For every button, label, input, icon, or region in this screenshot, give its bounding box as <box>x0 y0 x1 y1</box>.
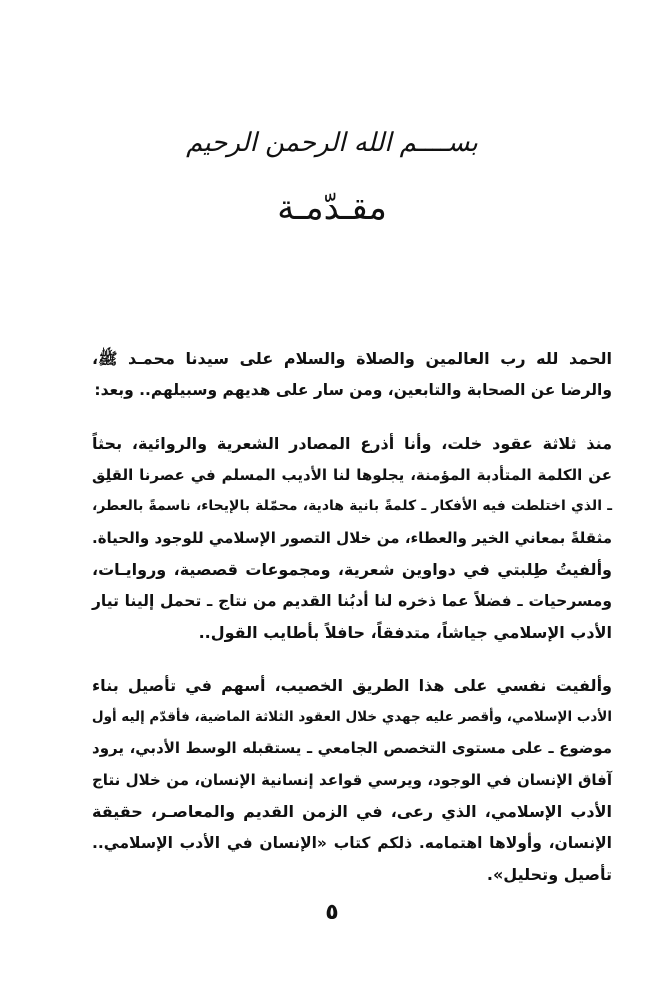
text-line: ـ الذي اختلطت فيه الأفكار ـ كلمةً بانية هادية، محمّلة بالإيحاء، ناسمةً بالعطر، <box>92 498 612 514</box>
text-line: ومسرحيات ـ فضلاً عما ذخره لنا أدبُنا القديم من نتاج ـ تحمل إلينا تيار <box>92 591 612 610</box>
text-line: وألفيتُ طِلبتي في دواوين شعرية، ومجموعات قصصية، وروايـات، <box>92 560 612 579</box>
paragraph-book <box>92 670 612 891</box>
text-line: آفاق الإنسان في الوجود، ويرسي قواعد إنسانية الإنسان، من خلال نتاج <box>92 770 612 789</box>
text-line: الأدب الإسلامي، وأقصر عليه جهدي خلال العقود الثلاثة الماضية، فأقدّم إليه أول <box>91 708 612 725</box>
text-line: الأدب الإسلامي، الذي رعى، في الزمن القديم والمعاصـر، حقيقة <box>92 802 612 821</box>
text-line: الحمد لله رب العالمين والصلاة والسلام على سيدنا محمـد ﷺ، <box>92 349 612 368</box>
basmala-heading: بســــم الله الرحمن الرحيم <box>186 128 478 158</box>
text-line: موضوع ـ على مستوى التخصص الجامعي ـ يستقبله الوسط الأدبي، يرود <box>92 739 612 757</box>
paragraph-opening <box>92 343 612 406</box>
paragraph-search <box>92 428 612 649</box>
text-line: وألفيت نفسي على هذا الطريق الخصيب، أسهم في تأصيل بناء <box>92 676 612 695</box>
text-line: منذ ثلاثة عقود خلت، وأنا أذرع المصادر الشعرية والروائية، بحثاً <box>92 434 612 453</box>
text-line: تأصيل وتحليل». <box>486 865 612 884</box>
text-line: الإنسان، وأولاها اهتمامه. ذلكم كتاب «الإنسان في الأدب الإسلامي.. <box>92 833 612 852</box>
page-number: ٥ <box>325 900 339 925</box>
text-line: مثقلةً بمعاني الخير والعطاء، من خلال التصور الإسلامي للوجود والحياة. <box>92 528 612 547</box>
page-title: مقـدّمـة <box>277 188 387 228</box>
text-line: الأدب الإسلامي جياشاً، متدفقاً، حافلاً بأطايب القول.. <box>198 623 612 642</box>
text-line: والرضا عن الصحابة والتابعين، ومن سار على هديهم وسبيلهم.. وبعد: <box>94 380 612 399</box>
text-line: عن الكلمة المتأدبة المؤمنة، يجلوها لنا الأديب المسلم في عصرنا القلِق <box>92 465 612 484</box>
